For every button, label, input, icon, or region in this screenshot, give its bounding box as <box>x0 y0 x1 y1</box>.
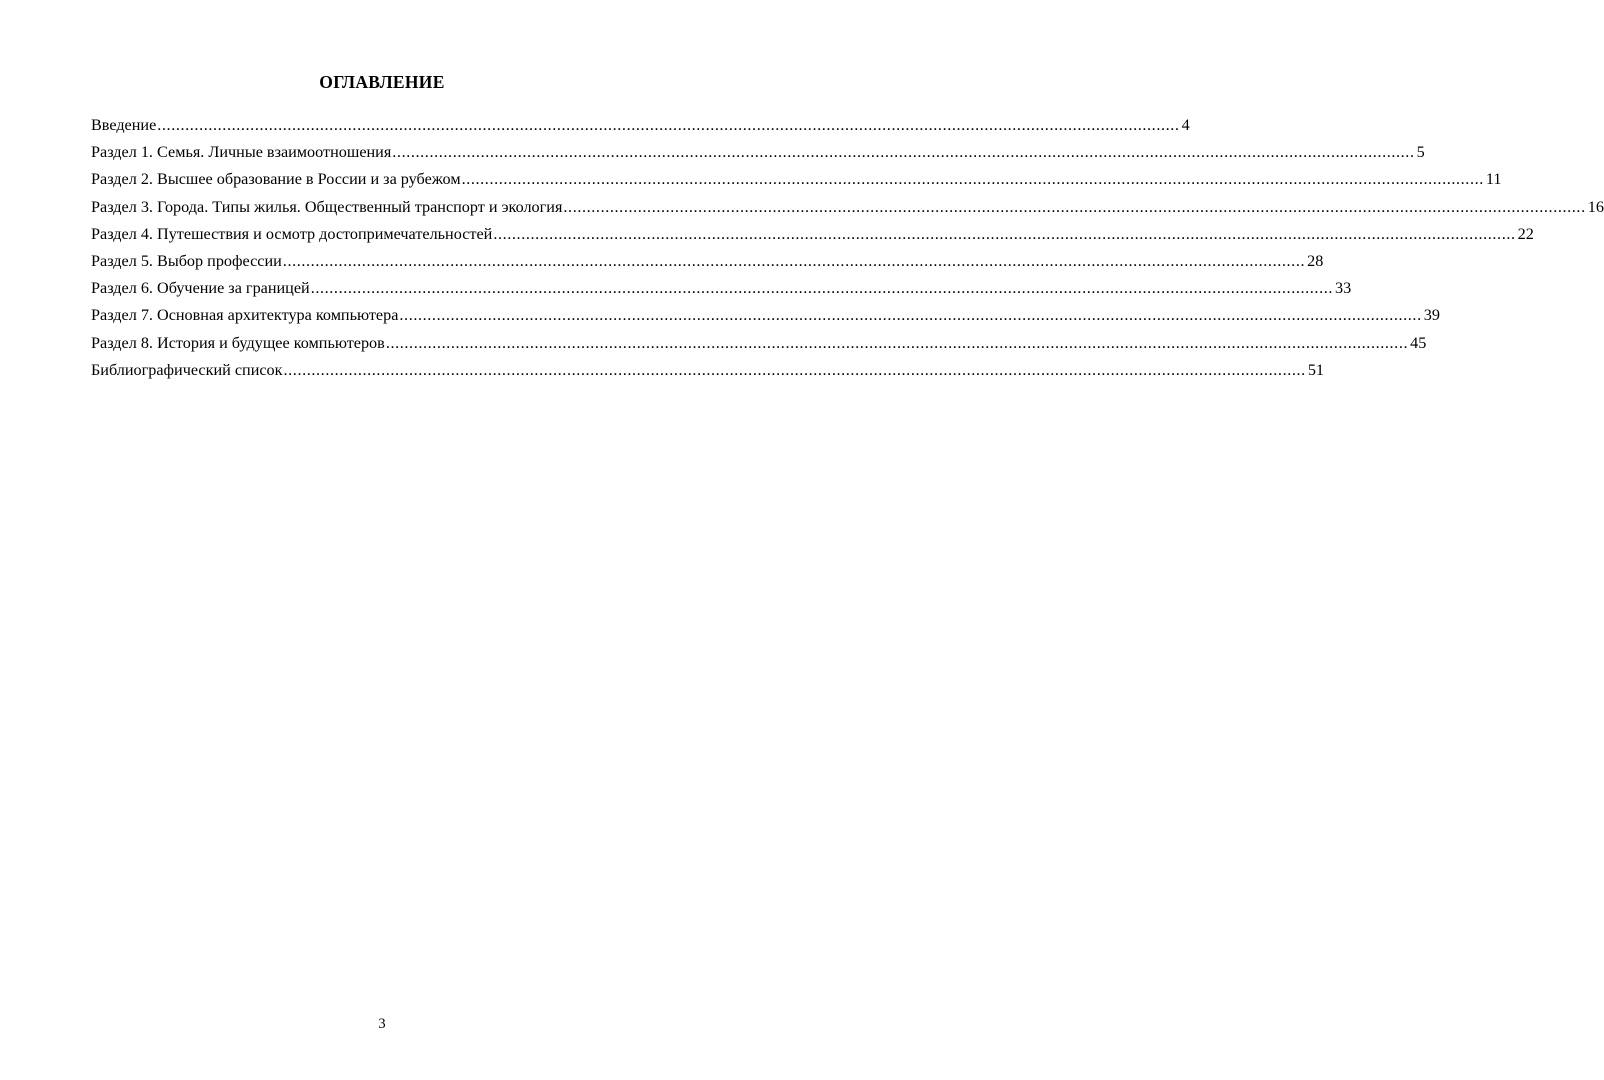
toc-entry-page: 33 <box>1335 279 1352 298</box>
page-number: 3 <box>378 1016 386 1032</box>
toc-entry-page: 28 <box>1307 251 1324 270</box>
toc-entry-label: Раздел 4. Путешествия и осмотр достопримечательностей <box>91 224 493 243</box>
toc-entry-label: Раздел 8. История и будущее компьютеров <box>91 333 385 352</box>
toc-entry-page: 45 <box>1410 333 1427 352</box>
toc-entry-label: Раздел 6. Обучение за границей <box>91 279 310 298</box>
dot-leader: ............................................................................................................................................................................................................................ <box>385 333 1409 352</box>
toc-entry-page: 11 <box>1485 170 1502 189</box>
toc-entry-section-7[interactable] <box>91 302 1440 329</box>
dot-leader: ............................................................................................................................................................................................................................ <box>399 306 1422 325</box>
toc-entry-bibliography[interactable] <box>91 357 1324 384</box>
toc-entry-label: Раздел 3. Города. Типы жилья. Общественный транспорт и экология <box>91 197 563 216</box>
toc-entry-label: Раздел 5. Выбор профессии <box>91 251 282 270</box>
toc-entry-label: Библиографический список <box>91 360 283 379</box>
table-of-contents <box>91 112 1604 384</box>
toc-entry-label: Введение <box>91 116 157 134</box>
dot-leader: ............................................................................................................................................................................................................................ <box>563 197 1586 216</box>
toc-entry-page: 4 <box>1181 116 1190 134</box>
dot-leader: ............................................................................................................................................................................................................................ <box>392 143 1415 162</box>
dot-leader: ............................................................................................................................................................................................................................ <box>310 279 1334 298</box>
toc-title: ОГЛАВЛЕНИЕ <box>319 72 445 92</box>
toc-entry-label: Раздел 2. Высшее образование в России и за рубежом <box>91 170 461 189</box>
toc-entry-label: Раздел 7. Основная архитектура компьютера <box>91 306 399 325</box>
toc-entry-section-5[interactable] <box>91 248 1324 275</box>
toc-entry-page: 51 <box>1307 360 1324 379</box>
toc-entry-section-1[interactable] <box>91 139 1425 166</box>
dot-leader: ............................................................................................................................................................................................................................ <box>157 116 1180 134</box>
toc-entry-section-6[interactable] <box>91 275 1352 302</box>
dot-leader: ............................................................................................................................................................................................................................ <box>282 251 1306 270</box>
toc-entry-page: 22 <box>1517 224 1534 243</box>
toc-entry-introduction[interactable] <box>91 112 1190 139</box>
toc-entry-section-2[interactable] <box>91 166 1502 193</box>
dot-leader: ............................................................................................................................................................................................................................ <box>493 224 1516 243</box>
dot-leader: ............................................................................................................................................................................................................................ <box>461 170 1484 189</box>
toc-entry-section-8[interactable] <box>91 330 1427 357</box>
toc-entry-section-3[interactable] <box>91 194 1604 221</box>
toc-entry-page: 39 <box>1423 306 1440 325</box>
toc-entry-page: 5 <box>1416 143 1425 162</box>
toc-entry-section-4[interactable] <box>91 221 1534 248</box>
toc-entry-page: 16 <box>1587 197 1604 216</box>
dot-leader: ............................................................................................................................................................................................................................ <box>283 360 1306 379</box>
toc-entry-label: Раздел 1. Семья. Личные взаимоотношения <box>91 143 392 162</box>
